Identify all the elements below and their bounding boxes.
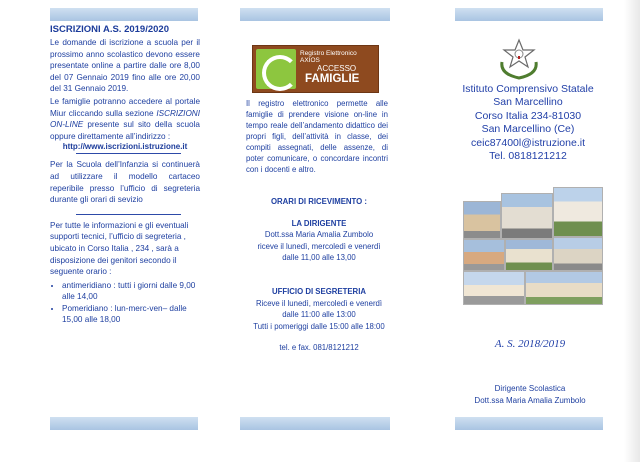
school-type: Istituto Comprensivo Statale [462, 83, 594, 95]
school-info [448, 83, 608, 163]
school-photo [501, 193, 553, 239]
school-photo [463, 239, 505, 271]
bottom-bar-right [455, 417, 603, 430]
school-photo [553, 187, 603, 237]
orari-section [244, 196, 394, 354]
orario-list [50, 280, 200, 326]
segreteria-days: Riceve il lunedì, mercoledì e venerdì [255, 298, 383, 308]
bottom-bar-middle [240, 417, 390, 430]
dirigente-days: riceve il lunedì, mercoledì e venerdì [257, 241, 381, 251]
top-bar-left [50, 8, 198, 21]
left-panel [50, 24, 200, 326]
list-item: • Pomeridiano : lun-merc-ven– dalle 15,00 alle 18,00 [62, 303, 200, 326]
segreteria-title: UFFICIO DI SEGRETERIA [271, 286, 366, 296]
school-photo-collage [463, 187, 603, 304]
dirigente-hours: dalle 11,00 alle 13,00 [282, 253, 356, 263]
iscrizioni-title: ISCRIZIONI A.S. 2019/2020 [50, 24, 169, 35]
bottom-bar-left [50, 417, 198, 430]
dirigente-role: Dirigente Scolastica [494, 384, 566, 393]
iscrizioni-url-link[interactable]: http://www.iscrizioni.istruzione.it [62, 142, 188, 152]
infanzia-note: Per la Scuola dell’Infanzia si continuerà ad utilizzare il modello cartaceo reperibile presso l’ufficio di segreteria durante gli orari di sevizio [50, 160, 200, 205]
school-name: San Marcellino [493, 96, 563, 109]
portal-text-a: Le famiglie potranno accedere al portale Miur cliccando sulla sezione [50, 96, 200, 118]
phone-fax: tel. e fax. 081/8121212 [279, 343, 359, 353]
dirigente-title: LA DIRIGENTE [291, 218, 347, 228]
school-year: A. S. 2018/2019 [494, 338, 566, 350]
iscrizioni-dates: Le domande di iscrizione a scuola per il prossimo anno scolastico devono essere presentate online a partire dalle ore 8,00 del 07 Gennaio 2019 fino alle ore 20,00 del 31 Gennaio 2019. [50, 38, 200, 94]
portal-section: ISCRIZIONI ON-LINE [50, 108, 200, 130]
axios-accesso: ACCESSO [317, 64, 357, 73]
dirigente-signature-name: Dott.ssa Maria Amalia Zumbolo [474, 396, 586, 405]
school-photo [553, 237, 603, 271]
middle-panel [246, 98, 388, 175]
divider [76, 214, 181, 215]
top-bar-middle [240, 8, 390, 21]
segreteria-afternoon: Tutti i pomeriggi dalle 15:00 alle 18:00 [253, 321, 385, 331]
school-photo [525, 271, 603, 305]
portal-text-b: presente sul sito della scuola oppure direttamente all’indirizzo : [50, 120, 200, 141]
school-photo [505, 239, 553, 271]
axios-logo-icon [256, 49, 296, 89]
top-bar-right [455, 8, 603, 21]
registro-intro: Il registro elettronico permette alle famiglie di prendere visione on-line in tempo reale dell’andamento didattico dei propri figli, dell’attività in classe, dei compiti assegnati, delle assenze, di poter comunicare, o concordare incontri con i docenti e altro. [246, 99, 388, 174]
page-edge-shadow [624, 0, 640, 462]
school-city: San Marcellino (Ce) [481, 123, 575, 136]
list-item: • antimeridiano : tutti i giorni dalle 9,00 alle 14,00 [62, 280, 200, 303]
school-photo [463, 271, 525, 305]
school-email-link[interactable]: ceic87400l@istruzione.it [471, 136, 585, 149]
axios-logo-mark [262, 55, 298, 91]
school-phone: Tel. 0818121212 [489, 150, 567, 163]
segreteria-info: Per tutte le informazioni e gli eventuali supporti tecnici, l’ufficio di segreteria , ubicato in Corso Italia , 234 , sarà a disposizione dei genitori secondo il seguente orario : [50, 220, 189, 277]
axios-banner[interactable] [252, 45, 379, 93]
portal-instructions [50, 96, 200, 142]
italian-republic-emblem-icon [498, 36, 540, 80]
orari-title: ORARI DI RICEVIMENTO : [270, 197, 368, 206]
dirigente-name: Dott.ssa Maria Amalia Zumbolo [264, 230, 374, 240]
axios-subtitle: Registro Elettronico AXIOS [300, 50, 357, 64]
segreteria-hours: dalle 11:00 alle 13:00 [282, 310, 356, 320]
school-photo [463, 201, 501, 239]
school-address: Corso Italia 234-81030 [474, 109, 582, 122]
divider [76, 153, 181, 154]
axios-famiglie: FAMIGLIE [305, 73, 360, 85]
